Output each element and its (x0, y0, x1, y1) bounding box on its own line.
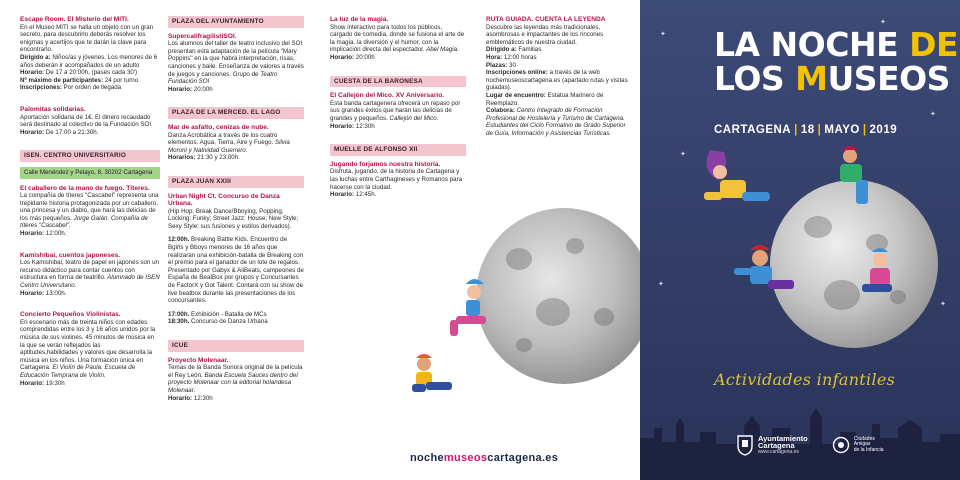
event-registration: Inscripciones: Por orden de llegada (20, 84, 122, 92)
event-schedule: Horario: 19:30h (20, 379, 65, 387)
cover-subtitle: Actividades infantiles (714, 370, 896, 389)
event-description: Esta banda cartagenera ofrecerá un repaso por sus grandes éxitos que harán las delicias de grandes y pequeños. Callejón del Mico. (330, 99, 461, 122)
event-title: Jugando forjamos nuestra historia. (330, 160, 441, 168)
event-time: Hora: 12:00 horas (486, 53, 537, 61)
event-description: La compañía de títeres "Cascabel" representa una trepidante historia protagonizada por un caballero, una princesa y un diablo, que hará las delicias de los más pequeños. Jorge Galán. Compañía de títeres "Cascabel". (20, 192, 159, 230)
event-description: Danza Acrobática a través de los cuatro elementos: Agua, Tierra, Aire y Fuego. Silvia Moroni y Natividad Guerrero. (168, 131, 290, 154)
event-audience: Dirigido a: Familias (486, 46, 542, 54)
moon-crater (506, 248, 532, 270)
event-title: El Callejón del Mico. XV Aniversario. (330, 92, 445, 100)
event-molenaar (168, 357, 304, 403)
event-concierto (20, 311, 160, 387)
kid-figure-2 (412, 354, 452, 392)
event-schedule: Horario: 20:00h (168, 85, 213, 93)
star-icon: ✦ (930, 111, 936, 118)
kid-figure-pink (862, 248, 892, 292)
venue-address: Calle Menéndez y Pelayo, 8. 30202 Cartagena (20, 167, 160, 179)
kid-figure-green-shirt (840, 146, 868, 204)
moon-crater (594, 308, 614, 326)
venue-header-juan-xxiii: PLAZA JUAN XXIII (168, 176, 304, 188)
event-supercalifragilistisoi (168, 33, 304, 94)
event-title: Urban Night Ct. Concurso de Danza Urbana. (168, 192, 280, 208)
ayuntamiento-logo: Ayuntamiento Cartagena www.cartagena.es (736, 434, 808, 456)
event-title: SupercalifragilistiSOI. (168, 32, 237, 40)
star-icon: ✦ (880, 19, 886, 26)
event-audience: Dirigido a: Niños/as y jóvenes. Los menores de 6 años deberán ir acompañados de un adulto (20, 53, 158, 69)
event-callejon-del-mico (330, 92, 466, 130)
event-title: El caballero de la mano de fuego. Títeres. (20, 184, 150, 192)
event-registration: Inscripciones online: a través de la web nochemuseoscartagena.es (apartado rutas y visitas guiadas). (486, 69, 628, 92)
event-schedule: Horario: De 17:00 a 21:30h. (20, 128, 99, 136)
event-description: Show interactivo para todos los públicos, cargado de comedia, donde se fusiona el arte de la magia, la diversión y el humor, con la implicación directa del espectador. Abel Magia. (330, 23, 465, 54)
city-crest-icon (736, 434, 754, 456)
venue-header-ayuntamiento: PLAZA DEL AYUNTAMIENTO (168, 16, 304, 28)
cover-title-line-1: LA NOCHE DE (714, 25, 959, 64)
column-2 (168, 16, 304, 480)
star-icon: ✦ (680, 151, 686, 158)
event-title: Mar de asfalto, cenizas de nube. (168, 123, 269, 131)
star-icon: ✦ (940, 301, 946, 308)
event-meeting-point: Lugar de encuentro: Estatua Marinero de Reemplazo. (486, 91, 604, 107)
event-schedule: Horario: 12:30h (168, 394, 213, 402)
kid-figure-red-hair (734, 245, 794, 289)
website-url[interactable]: nochemuseoscartagena.es (410, 452, 559, 464)
cover-kids-illustration (690, 140, 950, 360)
event-title: Proyecto Molenaar. (168, 356, 229, 364)
column-1 (20, 16, 160, 480)
moon-crater (566, 238, 584, 254)
event-palomitas (20, 106, 160, 136)
event-schedule: Horario: De 17 a 20:00h, (pases cada 30') (20, 69, 138, 77)
cover-title-line-2: LOS MUSEOS (714, 59, 950, 98)
event-ruta-guiada (486, 16, 634, 138)
event-description: Descubre las leyendas más tradicionales, asombrosas e impactantes de los rincones emblemáticos de nuestra ciudad. (486, 23, 604, 46)
event-description: En escenario más de treinta niños con edades comprendidas entre los 3 y 16 años unidos por la música de sus violines. 45 minutos de música en la que se verán reflejados las aptitudes,habilidades y valores que desarrolla la música en los niños. Una formación única en Cartagena. El Violín de Paula. Escuela de Educación Temprana de Violín. (20, 318, 156, 379)
event-mar-de-asfalto (168, 124, 304, 162)
event-title: Escape Room. El Misterio del MITI. (20, 16, 129, 23)
event-title: RUTA GUIADA. CUENTA LA LEYENDA (486, 16, 606, 23)
event-session: 17:00h. Exhibición - Batalla de MCs (168, 310, 267, 318)
kid-figure-purple-hair (704, 150, 770, 201)
event-caballero (20, 185, 160, 238)
event-schedule: Horario: 20:00h (330, 53, 375, 61)
event-urban-night (168, 193, 304, 327)
venue-header-baronesa: CUESTA DE LA BARONESA (330, 76, 466, 88)
event-jugando-forjamos (330, 161, 466, 199)
star-icon: ✦ (658, 281, 664, 288)
event-kamishibai (20, 252, 160, 298)
sponsor-logos (736, 434, 883, 456)
venue-header-isen: ISEN. CENTRO UNIVERSITARIO (20, 150, 160, 162)
cover-panel (640, 0, 960, 480)
event-date: CARTAGENA | 18 | MAYO | 2019 (714, 124, 898, 136)
venue-header-icue: ICUE (168, 340, 304, 352)
venue-header-muelle: MUELLE DE ALFONSO XII (330, 144, 466, 156)
event-collaborator: Colabora: Centro Integrado de Formación Profesional de Hostelería y Turismo de Cartagena. Estudiantes del Ciclo Formativo de Grado Superior de Guía, Información y Asistencias Turísticas. (486, 107, 626, 137)
event-description: Temas de la Banda Sonora original de la película el Rey León. Banda Escuela Sauces dentro del proyecto Molenaar con la editorial holandesa Molenaar. (168, 364, 303, 394)
ciudades-amigas-icon (832, 436, 850, 454)
event-schedule: Horarios: 21:30 y 23:00h. (168, 154, 240, 162)
kid-figure-1 (450, 279, 486, 336)
event-schedule: Horario: 12:45h. (330, 191, 377, 199)
event-description: Los alumnos del taller de teatro inclusivo del SOI presentan esta adaptación de la película "Mary Poppins" en la que habrá interpretación, risas, canciones y baile. Enseñanza de valores a través de juegos y canciones. Grupo de Teatro Fundación SOI (168, 40, 304, 86)
event-description: En el Museo MITI se halla un objeto con un gran secreto, para descubrirlo deberás resolver los enigmas y acertijos que te darán la clave para encontrarlo. (20, 23, 154, 54)
event-luz-de-la-magia (330, 16, 466, 62)
event-title: Palomitas solidarias. (20, 105, 86, 113)
event-title: La luz de la magia. (330, 16, 389, 23)
event-schedule: Horario: 12:00h. (20, 230, 67, 238)
venue-header-merced: PLAZA DE LA MERCED. EL LAGO (168, 107, 304, 119)
moon-crater (536, 298, 570, 326)
event-description: Los Kamishibai, teatro de papel en japonés son un recurso didáctico para contar cuentos con estructura en forma de teatrillo. Alumnado de ISEN Centro Universitario. (20, 259, 160, 290)
event-description: (Hip Hop, Break Dance/Bboying, Popping, Locking; Funky; Street Jazz; House; New Style; Sexy Style; sus fusiones y estilos derivados). (168, 207, 299, 230)
event-session: 18:30h. Concurso de Danza Urbana (168, 318, 268, 326)
event-capacity: Nº máximo de participantes: 24 por turno (20, 76, 139, 84)
event-capacity: Plazas: 30 (486, 61, 516, 69)
event-schedule: Horario: 12:30h (330, 122, 375, 130)
event-escape-room (20, 16, 160, 92)
event-description: Aportación solidaria de 1€. El dinero recaudado será destinado al colectivo de la Fundación SOI (20, 113, 152, 129)
ciudades-amigas-logo: Ciudades Amigas de la Infancia (832, 436, 884, 454)
event-title: Kamishibai, cuentos japoneses. (20, 251, 121, 259)
event-description: Disfruta, jugando, de la historia de Cartagena y las luchas entre Carthagineses y Romanos para hacerse con la ciudad. (330, 168, 463, 191)
event-title: Concierto Pequeños Violinistas. (20, 311, 121, 319)
event-schedule: Horario: 13:00h. (20, 289, 67, 297)
star-icon: ✦ (660, 31, 666, 38)
event-session: 12:00h. Breaking Battle Kids. Encuentro de Bgirls y Bboys menores de 16 años que realizaran una exhibición-batalla de Breaking con el premio para el ganador de un lote de regalos. Presentado por Gabyx & AliBeats, campeones de España de BeatBox por grupos y Concursantes de FactorX y Got Talent. Contará con su show de live beatbox durante las presentaciones de los concursantes. (168, 236, 304, 305)
kids-illustration (404, 272, 524, 422)
